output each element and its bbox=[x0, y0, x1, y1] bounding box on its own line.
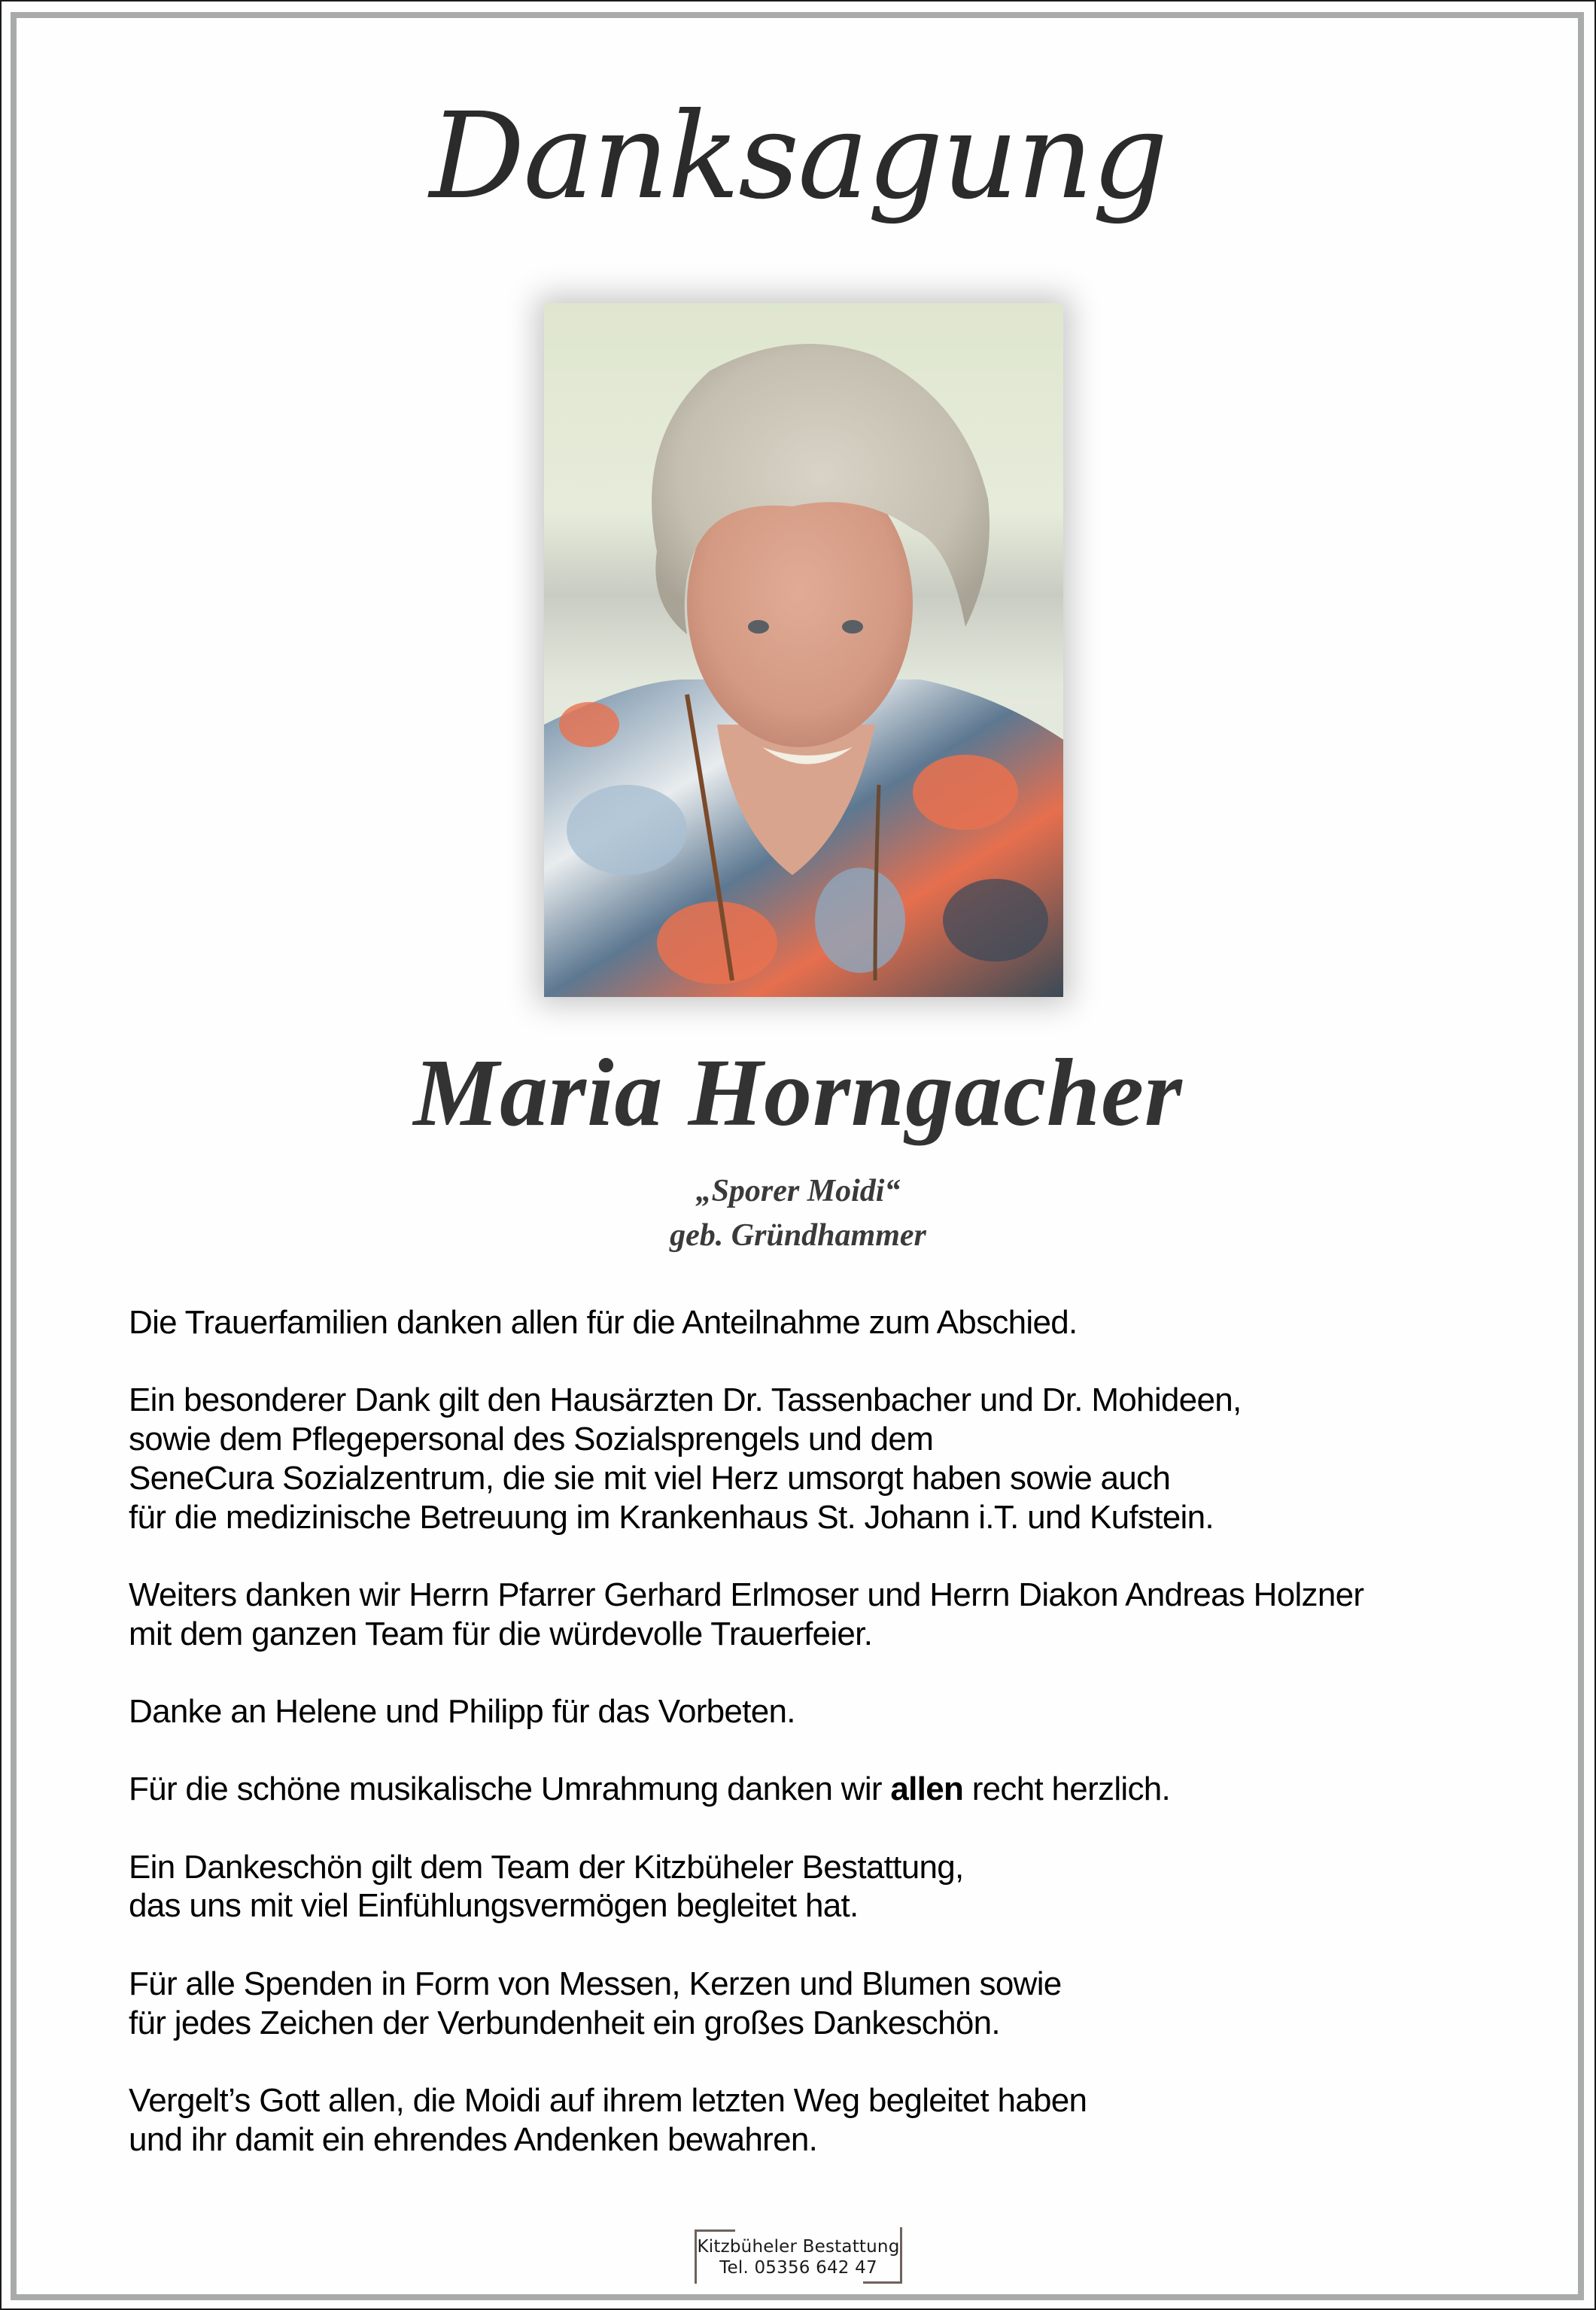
portrait-photo bbox=[544, 303, 1063, 997]
paragraph-donations bbox=[129, 1965, 1543, 2042]
text-line: Für alle Spenden in Form von Messen, Kerzen und Blumen sowie bbox=[129, 1965, 1062, 2002]
paragraph-prayer bbox=[129, 1692, 1543, 1731]
logo-company-name: Kitzbüheler Bestattung bbox=[697, 2237, 900, 2257]
logo-phone: Tel. 05356 642 47 bbox=[719, 2258, 877, 2278]
text-line: für die medizinische Betreuung im Krankenhaus St. Johann i.T. und Kufstein. bbox=[129, 1498, 1214, 1536]
bracket-bottom-right-icon bbox=[863, 2281, 902, 2284]
deceased-nickname: „Sporer Moidi“ bbox=[695, 1174, 901, 1208]
text-line: das uns mit viel Einfühlungsvermögen begleitet hat. bbox=[129, 1887, 859, 1925]
text-segment: Für die schöne musikalische Umrahmung danken wir bbox=[129, 1770, 891, 1808]
text-line: Ein besonderer Dank gilt den Hausärzten Dr. Tassenbacher und Dr. Mohideen, bbox=[129, 1381, 1242, 1419]
text-line: Die Trauerfamilien danken allen für die Anteilnahme zum Abschied. bbox=[129, 1304, 1078, 1341]
text-line: Danke an Helene und Philipp für das Vorbeten. bbox=[129, 1692, 795, 1730]
thank-you-text bbox=[129, 1303, 1543, 2198]
paragraph-doctors bbox=[129, 1381, 1543, 1536]
text-line: mit dem ganzen Team für die würdevolle Trauerfeier. bbox=[129, 1615, 873, 1652]
funeral-home-logo bbox=[695, 2229, 902, 2284]
portrait-illustration bbox=[544, 303, 1063, 997]
paragraph-closing bbox=[129, 2081, 1543, 2159]
paragraph-music bbox=[129, 1770, 1543, 1809]
text-line: Vergelt’s Gott allen, die Moidi auf ihrem letzten Weg begleitet haben bbox=[129, 2081, 1087, 2119]
text-line: Ein Dankeschön gilt dem Team der Kitzbüheler Bestattung, bbox=[129, 1848, 964, 1886]
text-line: sowie dem Pflegepersonal des Sozialsprengels und dem bbox=[129, 1421, 934, 1458]
paragraph-clergy bbox=[129, 1576, 1543, 1653]
paragraph-funeral-home bbox=[129, 1848, 1543, 1926]
deceased-name: Maria Horngacher bbox=[413, 1039, 1183, 1146]
paragraph-intro bbox=[129, 1303, 1543, 1342]
text-segment: recht herzlich. bbox=[963, 1770, 1171, 1808]
deceased-birth-name: geb. Gründhammer bbox=[670, 1218, 926, 1253]
page-title: Danksagung bbox=[429, 87, 1167, 226]
bracket-top-left-icon bbox=[695, 2229, 735, 2232]
text-line: und ihr damit ein ehrendes Andenken bewahren. bbox=[129, 2120, 818, 2158]
text-line bbox=[129, 1770, 1543, 1809]
text-line: Weiters danken wir Herrn Pfarrer Gerhard Erlmoser und Herrn Diakon Andreas Holzner bbox=[129, 1576, 1364, 1613]
text-line: für jedes Zeichen der Verbundenheit ein großes Dankeschön. bbox=[129, 2004, 1000, 2041]
bold-emphasis: allen bbox=[890, 1770, 964, 1808]
text-line: SeneCura Sozialzentrum, die sie mit viel Herz umsorgt haben sowie auch bbox=[129, 1459, 1171, 1497]
